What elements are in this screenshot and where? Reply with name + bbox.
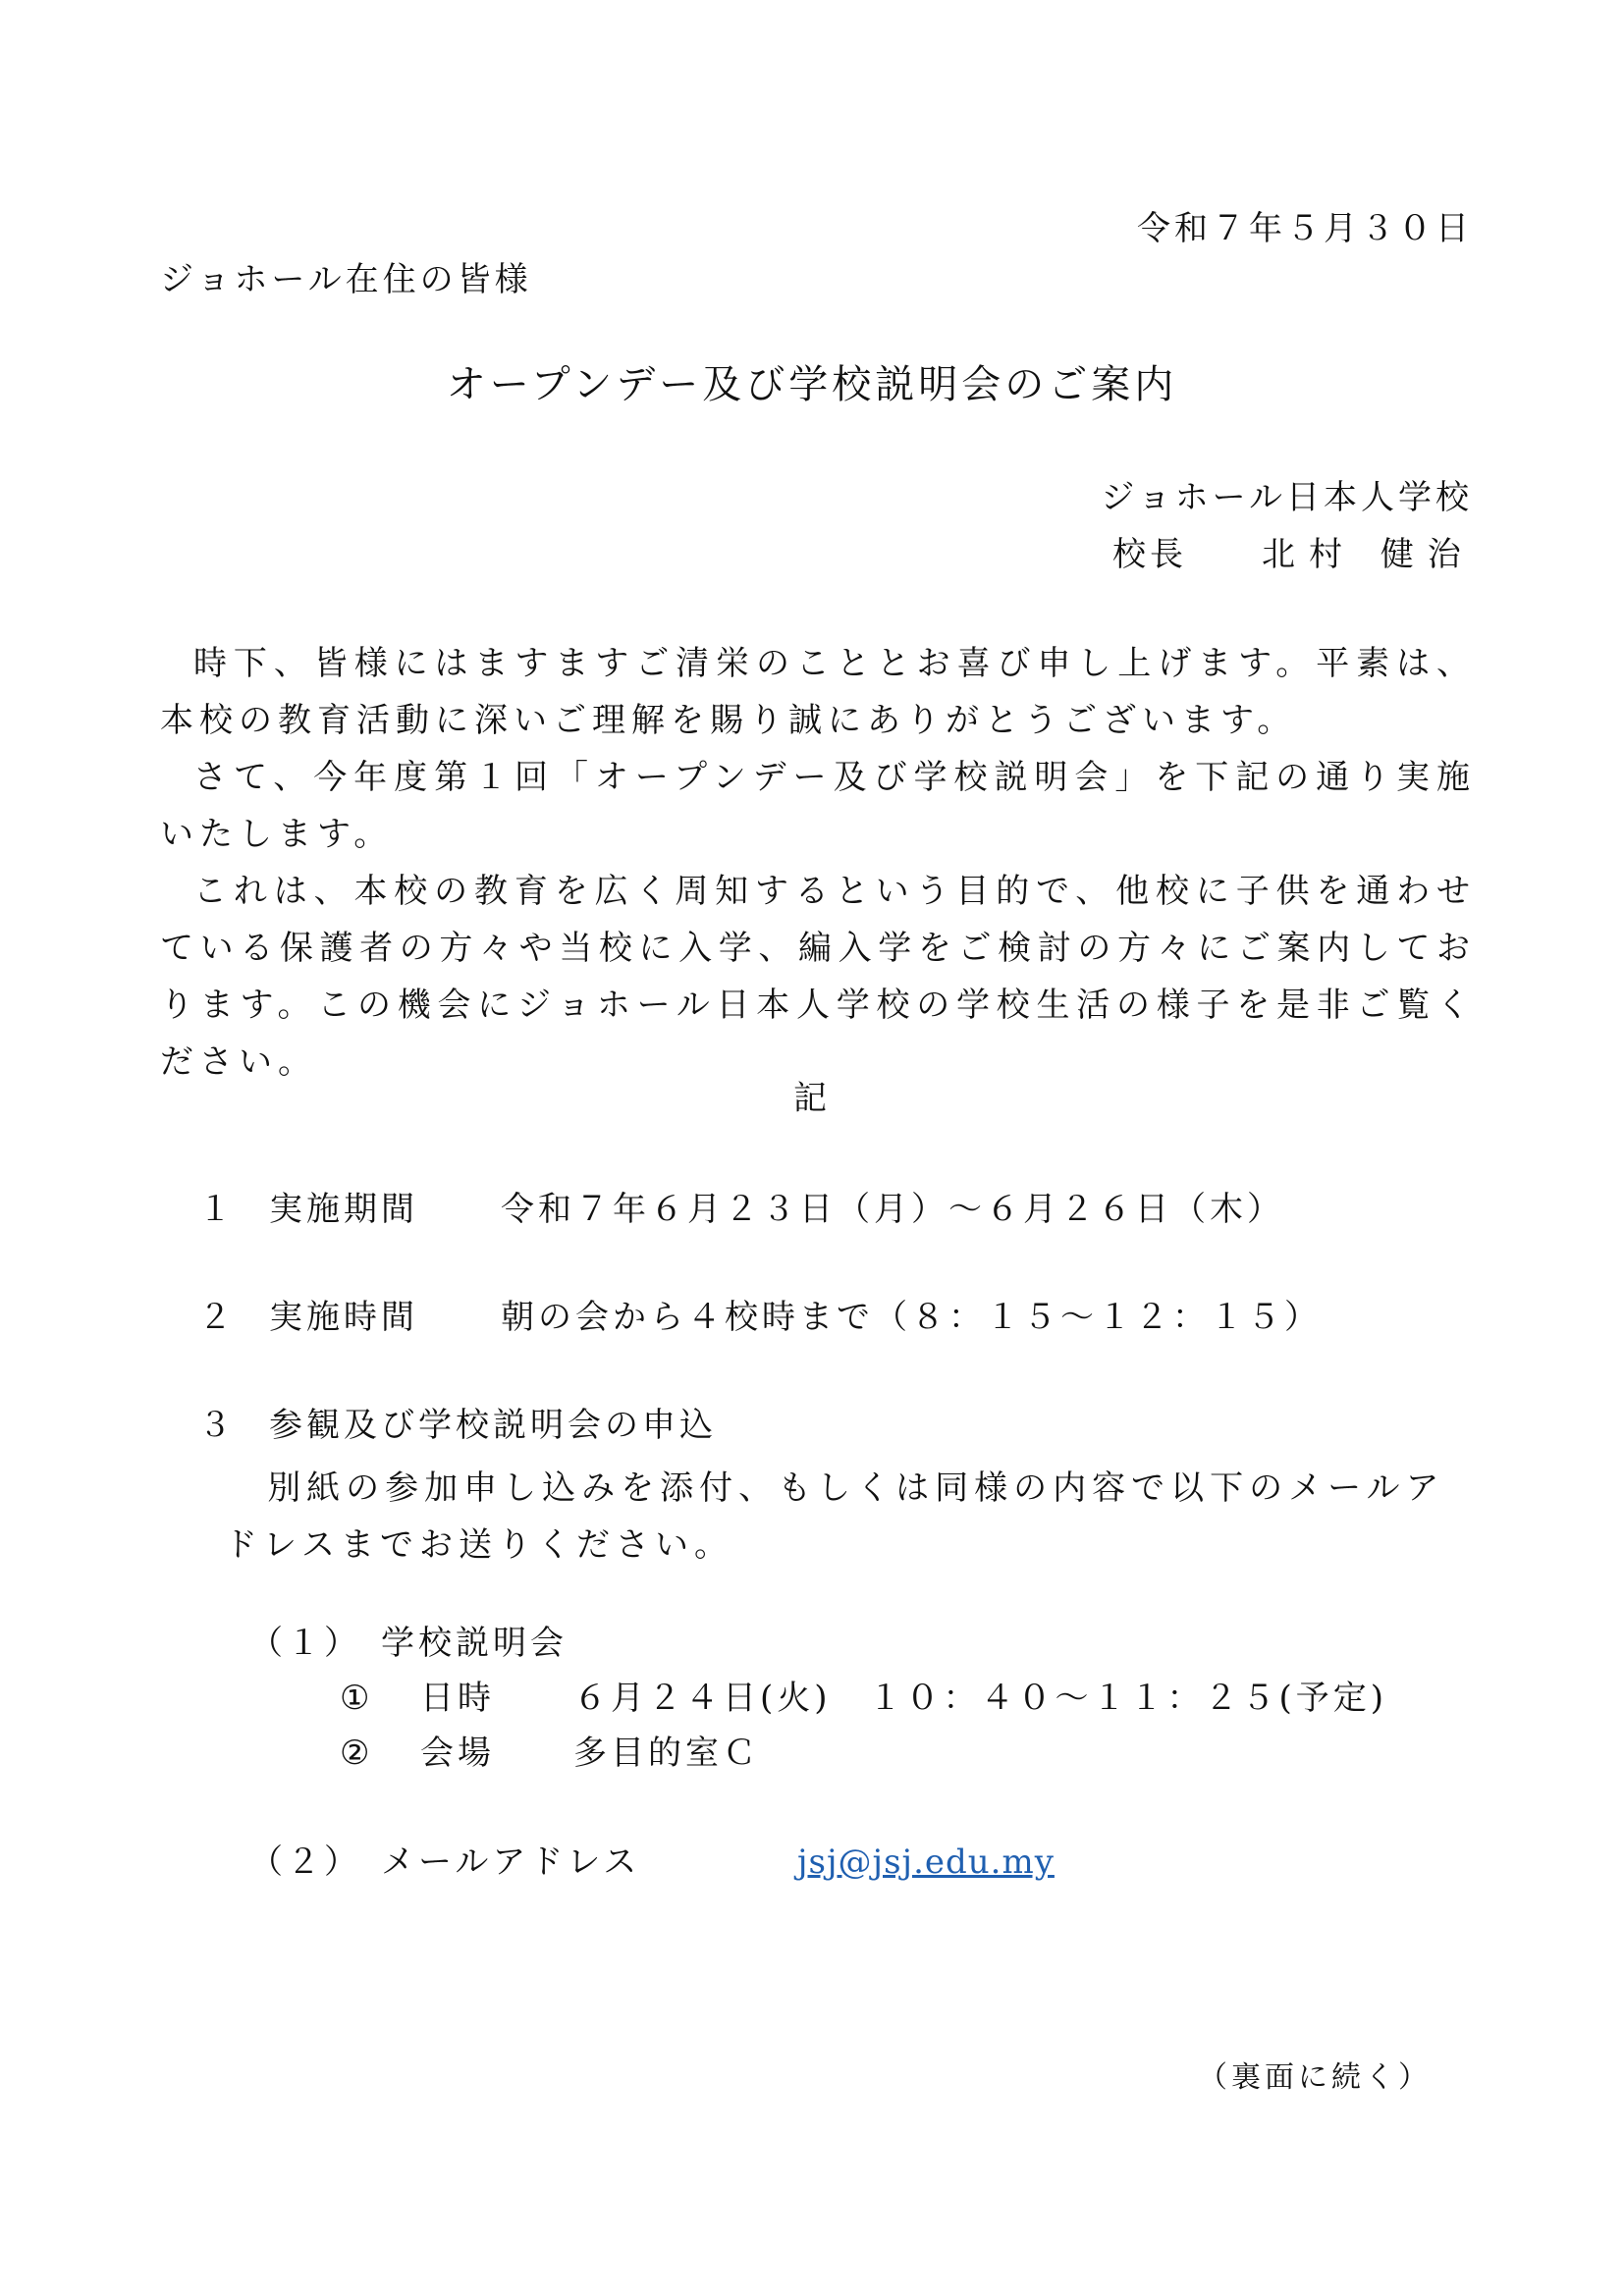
item-number: ３ (198, 1406, 236, 1445)
subitem-label: 学校説明会 (381, 1624, 568, 1663)
body-paragraph-3: これは、本校の教育を広く周知するという目的で、他校に子供を通わせている保護者の方々や当校に入学、編入学をご検討の方々にご案内しております。この機会にジョホール日本人学校の学校生活の様子を是非ご覧ください。 (160, 872, 1476, 1082)
email-link[interactable]: jsj@jsj.edu.my (797, 1842, 1055, 1882)
document-date: 令和７年５月３０日 (1137, 209, 1473, 248)
briefing-datetime (340, 1679, 1388, 1718)
item-label: 実施期間 (269, 1190, 418, 1229)
item-period (198, 1190, 1284, 1229)
subitem-label: メールアドレス (381, 1842, 641, 1882)
body-paragraph-2: さて、今年度第１回「オープンデー及び学校説明会」を下記の通り実施いたします。 (160, 758, 1476, 854)
briefing-venue (340, 1734, 760, 1773)
ki-heading: 記 (793, 1079, 831, 1118)
circled-number: ① (340, 1679, 374, 1718)
item-label: 実施時間 (269, 1298, 418, 1337)
body-paragraph-1: 時下、皆様にはますますご清栄のこととお喜び申し上げます。平素は、本校の教育活動に深いご理解を賜り誠にありがとうございます。 (160, 644, 1476, 740)
subitem-number: （１） (249, 1624, 361, 1663)
detail-value: ６月２４日(火) １０：４０～１１：２５(予定) (573, 1679, 1388, 1718)
item-value: 令和７年６月２３日（月）～６月２６日（木） (501, 1190, 1284, 1229)
principal-name: 北村 健治 (1262, 535, 1475, 574)
detail-value: 多目的室Ｃ (573, 1734, 760, 1773)
item-time (198, 1298, 1322, 1337)
detail-label: 日時 (420, 1679, 495, 1718)
subitem-email (249, 1842, 1055, 1882)
item-label: 参観及び学校説明会の申込 (269, 1406, 717, 1445)
detail-label: 会場 (420, 1734, 495, 1773)
sender-principal (1112, 535, 1475, 574)
subitem-briefing (249, 1624, 568, 1663)
item-application (198, 1406, 717, 1445)
item-number: ２ (198, 1298, 236, 1337)
item-value: 朝の会から４校時まで（８：１５～１２：１５） (501, 1298, 1322, 1337)
circled-number: ② (340, 1734, 374, 1773)
document-title: オープンデー及び学校説明会のご案内 (446, 362, 1178, 407)
sender-school: ジョホール日本人学校 (1101, 478, 1473, 517)
application-description: 別紙の参加申し込みを添付、もしくは同様の内容で以下のメールアドレスまでお送りください。 (224, 1468, 1445, 1565)
item-number: １ (198, 1190, 236, 1229)
subitem-number: （２） (249, 1842, 361, 1882)
item-application-description (224, 1460, 1473, 1574)
recipient: ジョホール在住の皆様 (160, 260, 532, 299)
principal-title: 校長 (1112, 535, 1187, 574)
continued-note: （裏面に続く） (1198, 2060, 1432, 2095)
body-text (160, 635, 1476, 1091)
